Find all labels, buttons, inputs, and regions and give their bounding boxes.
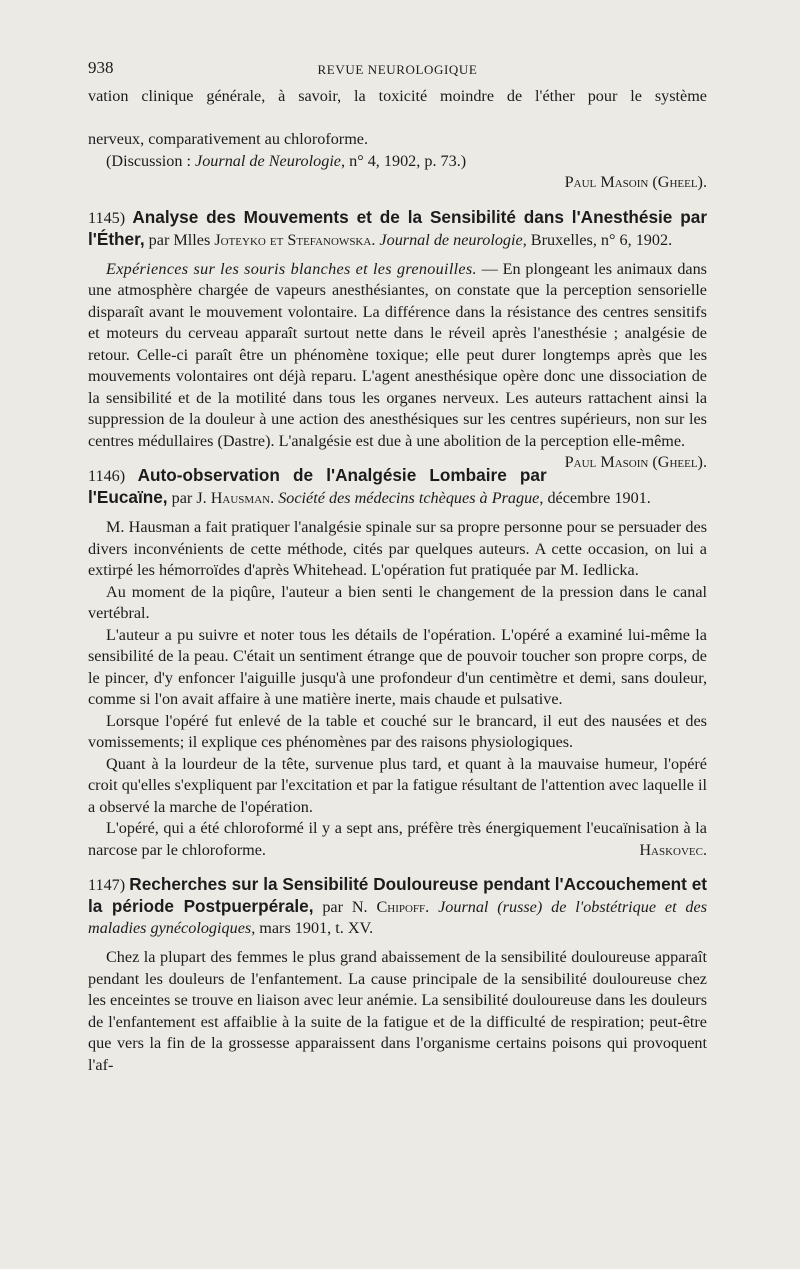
intro-line-1 (88, 86, 707, 129)
entry-authors: Joteyko et Stefanowska (214, 230, 372, 249)
entry-1147 (88, 874, 707, 1076)
entry-1147-heading: 1147) Recherches sur la Sensibilité Douloureuse pendant l'Accouchement et la période Postpuerpérale, par N. Chipoff. Journal (russe) de l'obstétrique et des maladies gynécologiques, mars 1901, t. XV. (88, 874, 708, 937)
entry-1146-body (88, 517, 707, 861)
discussion-journal: Journal de Neurologie (195, 151, 341, 170)
intro-line-1-text: vation clinique générale, à savoir, la toxicité moindre de l'éther pour le système (88, 87, 707, 105)
authors-prefix: par N. (313, 898, 377, 916)
entry-1147-abstract: Chez la plupart des femmes le plus grand abaissement de la sensibilité douloureuse apparaît pendant les douleurs de l'enfantement. La cause principale de la sensibilité douloureuse chez les enceintes se trouve en liaison avec leur anémie. La sensibilité douloureuse dans les douleurs de l'enfantement est affaiblie à la suite de la fatigue et de la difficulté de respiration; peut-être que vers la fin de la grossesse apparaissent dans l'organisme certains poisons qui provoquent l'af- (88, 948, 707, 1074)
page-number: 938 (88, 58, 114, 77)
entry-signature: Paul Masoin (Gheel). (564, 453, 707, 471)
source-journal: Journal (russe) de l'obstétrique et des maladies gynécologiques (88, 898, 708, 937)
paragraph: Lorsque l'opéré fut enlevé de la table et couché sur le brancard, il eut des nausées et des vomissements; il explique ces phénomènes par des raisons physiologiques. (88, 711, 707, 751)
entry-1146-heading: 1146) Auto-observation de l'Analgésie Lombaire par l'Eucaïne, par J. Hausman. Société des médecins tchèques à Prague, décembre 1901. (88, 465, 651, 507)
entry-title: Auto-observation de l'Analgésie Lombaire par l'Eucaïne, (88, 465, 547, 507)
entry-1145-abstract (88, 259, 707, 471)
paragraph: Quant à la lourdeur de la tête, survenue plus tard, et quant à la mauvaise humeur, l'opéré croit qu'elles s'expliquent par l'excitation et par la fatigue résultant de l'attention avec laquelle il a observé la marche de l'opération. (88, 754, 707, 816)
intro-line-2: nerveux, comparativement au chloroforme. (88, 130, 369, 148)
entry-authors: Hausman (210, 489, 271, 507)
running-head (88, 58, 707, 86)
intro-signature: Paul Masoin (Gheel). (564, 173, 707, 191)
authors-prefix: par J. (167, 489, 211, 507)
entry-1146 (88, 465, 707, 861)
entry-title: Recherches sur la Sensibilité Douloureuse pendant l'Accouchement et la période Postpuerpérale, (88, 874, 707, 916)
paragraph: Au moment de la piqûre, l'auteur a bien senti le changement de la pression dans le canal vertébral. (88, 582, 707, 622)
abstract-text: — En plongeant les animaux dans une atmosphère chargée de vapeurs anesthésiantes, on constate que la perception sensorielle disparaît avant le mouvement volontaire. La différence dans la résistance des centres sensitifs et moteurs du cerveau apparaît surtout nette dans le réveil après l'anesthésie ; analgésie de retour. Celle-ci paraît être un phénomène toxique; elle peut durer longtemps après que les mouvements volontaires ont déjà reparu. L'agent anesthésique opère donc une dissociation de la sensibilité et de la motilité dans tous les organes nerveux. Les auteurs rattachent ainsi la suppression de la douleur à une action des anesthésiques sur les centres supérieurs, non sur les centres médullaires (Dastre). L'analgésie est due à une abolition de la perception elle-même. (88, 259, 707, 450)
discussion-suffix: , n° 4, 1902, p. 73.) (341, 151, 467, 170)
entry-authors: Chipoff (376, 898, 426, 916)
entry-number: 1147) (88, 876, 126, 894)
paragraph: L'auteur a pu suivre et noter tous les détails de l'opération. L'opéré a examiné lui-même la sensibilité de la peau. C'était un sentiment étrange que de pouvoir toucher son propre corps, de le pincer, d'y enfoncer l'aiguille jusqu'à une profondeur d'un centimètre et demi, sans douleur, comme si l'on avait affaire à une matière inerte, mais chaude et pulsative. (88, 625, 707, 708)
paragraph: M. Hausman a fait pratiquer l'analgésie spinale sur sa propre personne pour se persuader des divers inconvénients de cette méthode, cités par quelques auteurs. A cette occasion, on lui a extirpé les hémorroïdes d'après Whitehead. L'opération fut pratiquée par M. Iedlicka. (88, 518, 707, 579)
entry-signature: Haskovec. (639, 840, 707, 859)
source-journal: Journal de neurologie (379, 230, 523, 249)
source-journal: Société des médecins tchèques à Prague (278, 489, 540, 507)
source-details: , décembre 1901. (539, 489, 651, 507)
discussion-prefix: (Discussion : (106, 151, 196, 170)
entry-title: Analyse des Mouvements et de la Sensibilité dans l'Anesthésie par l'Éther, (88, 206, 708, 249)
authors-prefix: par Mlles (144, 230, 215, 249)
discussion-reference (88, 151, 707, 173)
paragraph-last (88, 818, 707, 861)
entry-1145-heading: 1145) Analyse des Mouvements et de la Sensibilité dans l'Anesthésie par l'Éther, par Mlles Joteyko et Stefanowska. Journal de neurologie, Bruxelles, n° 6, 1902. (88, 206, 708, 249)
entry-number: 1145) (88, 208, 126, 227)
page-body (88, 86, 707, 1076)
journal-name: REVUE NEUROLOGIQUE (317, 62, 478, 77)
entry-1145 (88, 206, 708, 471)
abstract-lead: Expériences sur les souris blanches et les grenouilles. (106, 259, 477, 278)
source-details: , Bruxelles, n° 6, 1902. (522, 230, 673, 249)
source-details: , mars 1901, t. XV. (251, 919, 374, 937)
entry-number: 1146) (88, 467, 126, 485)
paragraph-text: L'opéré, qui a été chloroformé il y a sept ans, préfère très énergiquement l'eucaïnisation à la narcose par le chloroforme. (88, 819, 707, 859)
